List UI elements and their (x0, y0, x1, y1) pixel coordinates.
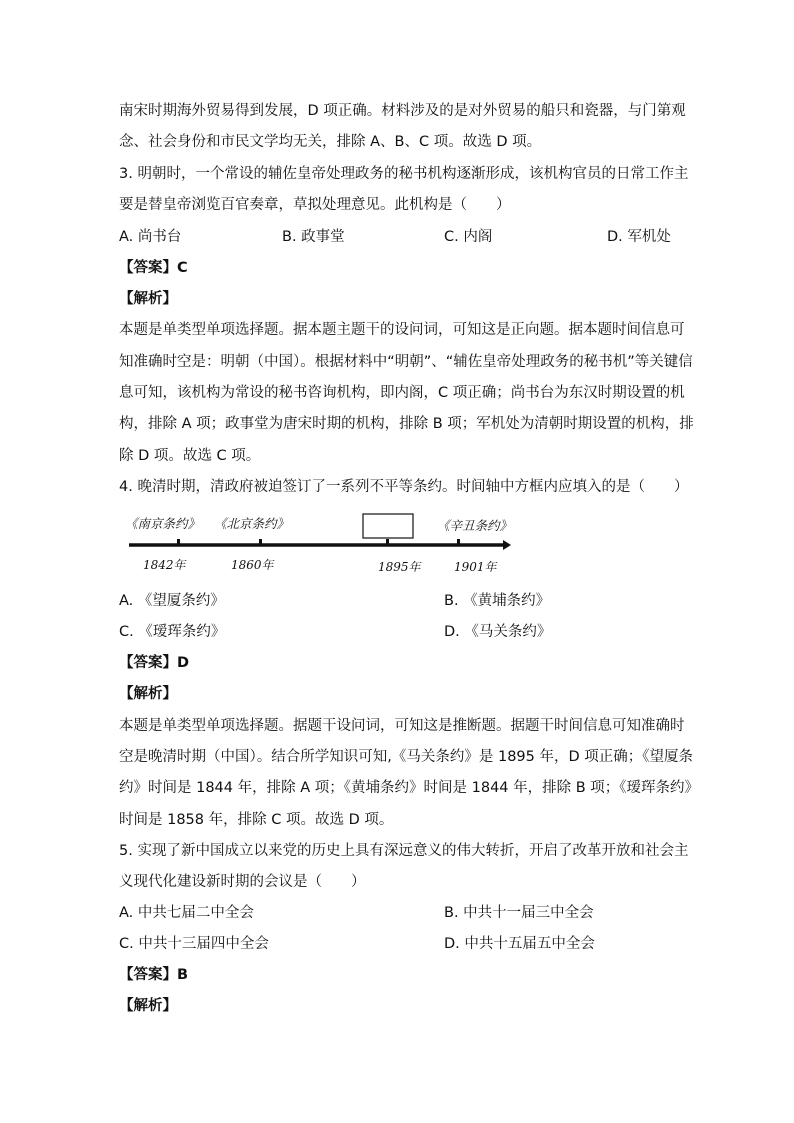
timeline-year-1895: 1895年 (378, 560, 421, 574)
intro-line-1: 南宋时期海外贸易得到发展，D 项正确。材料涉及的是对外贸易的船只和瓷器，与门第观 (119, 103, 686, 119)
q3-option-d: D. 军机处 (607, 229, 671, 245)
q3-analysis-line-3: 息可知，该机构为常设的秘书咨询机构，即内阁，C 项正确；尚书台为东汉时期设置的机 (119, 385, 685, 401)
q3-stem-line-2: 要是替皇帝浏览百官奏章，草拟处理意见。此机构是（ ） (119, 197, 511, 213)
q4-option-d: D. 《马关条约》 (444, 624, 552, 640)
q5-option-a: A. 中共七届二中全会 (119, 905, 254, 921)
tick-1901 (457, 539, 460, 545)
timeline-year-1860: 1860年 (231, 558, 274, 572)
q4-analysis-line-2: 空是晚清时期（中国）。结合所学知识可知,《马关条约》是 1895 年，D 项正确；《望厦条 (119, 749, 693, 765)
q5-option-b: B. 中共十一届三中全会 (444, 905, 594, 921)
q4-option-c: C. 《瑷珲条约》 (119, 624, 226, 640)
q5-stem-line-1: 5. 实现了新中国成立以来党的历史上具有深远意义的伟大转折，开启了改革开放和社会主 (119, 843, 689, 859)
tick-1860 (259, 539, 262, 545)
timeline-label-xinchou: 《辛丑条约》 (437, 518, 513, 533)
q3-analysis-line-1: 本题是单类型单项选择题。据本题主题干的设问词，可知这是正向题。据本题时间信息可 (119, 322, 685, 338)
q5-answer: 【答案】B (119, 967, 189, 983)
q4-analysis-line-1: 本题是单类型单项选择题。据题干设问词，可知这是推断题。据题干时间信息可知准确时 (119, 718, 685, 734)
q3-stem-line-1: 3. 明朝时，一个常设的辅佐皇帝处理政务的秘书机构逐渐形成，该机构官员的日常工作主 (119, 166, 689, 182)
timeline-year-1901: 1901年 (454, 560, 497, 574)
timeline-year-1842: 1842年 (143, 558, 186, 572)
q4-analysis-label: 【解析】 (119, 686, 177, 702)
q5-analysis-label: 【解析】 (119, 998, 177, 1014)
q4-stem: 4. 晚清时期，清政府被迫签订了一系列不平等条约。时间轴中方框内应填入的是（ ） (119, 479, 689, 495)
q3-option-a: A. 尚书台 (119, 229, 182, 245)
q3-analysis-line-4: 构，排除 A 项；政事堂为唐宋时期的机构，排除 B 项；军机处为清朝时期设置的机构，排 (119, 416, 694, 432)
tick-1895 (386, 539, 389, 545)
blank-answer-box (363, 514, 413, 538)
q3-analysis-label: 【解析】 (119, 291, 177, 307)
timeline-label-beijing: 《北京条约》 (214, 516, 290, 531)
q5-option-c: C. 中共十三届四中全会 (119, 936, 269, 952)
q4-option-a: A. 《望厦条约》 (119, 593, 225, 609)
q3-option-c: C. 内阁 (444, 229, 493, 245)
q4-option-b: B. 《黄埔条约》 (444, 593, 551, 609)
timeline-arrow (503, 540, 511, 550)
q3-analysis-line-2: 知准确时空是：明朝（中国）。根据材料中“明朝”、“辅佐皇帝处理政务的秘书机”等关键信 (119, 354, 693, 370)
q4-analysis-line-4: 时间是 1858 年，排除 C 项。故选 D 项。 (119, 812, 394, 828)
q3-option-b: B. 政事堂 (282, 229, 345, 245)
treaty-timeline (119, 508, 519, 580)
tick-1842 (177, 539, 180, 545)
q4-answer: 【答案】D (119, 655, 190, 671)
q3-answer: 【答案】C (119, 260, 188, 276)
timeline-label-nanjing: 《南京条约》 (125, 516, 201, 531)
q5-option-d: D. 中共十五届五中全会 (444, 936, 595, 952)
q4-analysis-line-3: 约》时间是 1844 年，排除 A 项；《黄埔条约》时间是 1844 年，排除 B 项；《瑷珲条约》 (119, 780, 700, 796)
q5-stem-line-2: 义现代化建设新时期的会议是（ ） (119, 874, 366, 890)
q3-analysis-line-5: 除 D 项。故选 C 项。 (119, 448, 261, 464)
intro-line-2: 念、社会身份和市民文学均无关，排除 A、B、C 项。故选 D 项。 (119, 134, 542, 150)
